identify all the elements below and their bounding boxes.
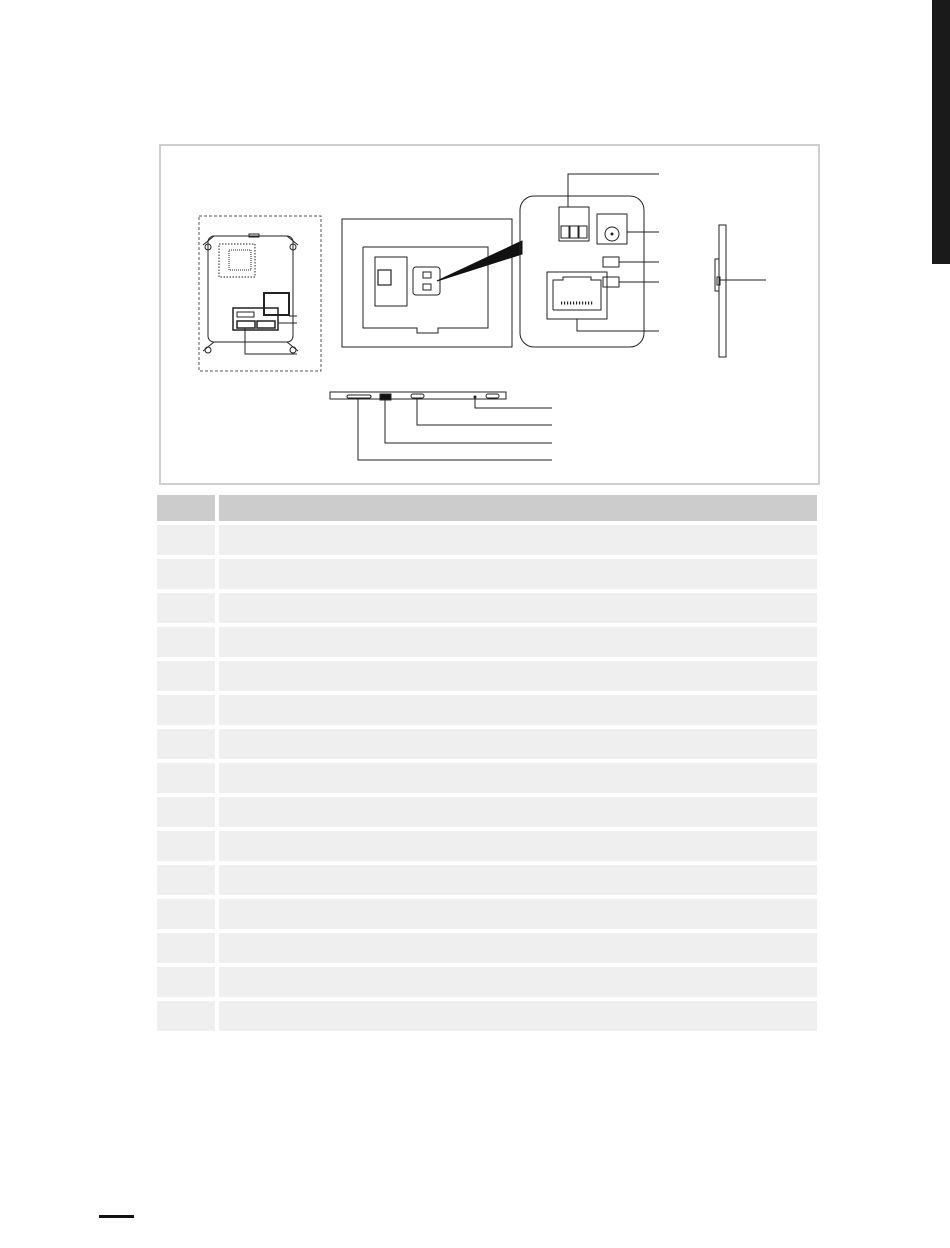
- header-number-cell: [157, 495, 219, 521]
- table-row: [157, 933, 817, 963]
- row-description-cell: [219, 559, 817, 589]
- table-row: [157, 661, 817, 691]
- table-row: [157, 593, 817, 623]
- device-diagram-svg: [161, 146, 822, 487]
- footer-rule: [99, 1215, 134, 1218]
- row-description-cell: [219, 1001, 817, 1031]
- row-number-cell: [157, 559, 219, 589]
- row-description-cell: [219, 593, 817, 623]
- chapter-edge-tab: [932, 0, 950, 264]
- table-row: [157, 967, 817, 997]
- row-number-cell: [157, 729, 219, 759]
- header-description-cell: [219, 495, 817, 521]
- table-row: [157, 525, 817, 555]
- row-number-cell: [157, 661, 219, 691]
- row-number-cell: [157, 967, 219, 997]
- row-description-cell: [219, 525, 817, 555]
- row-number-cell: [157, 831, 219, 861]
- row-number-cell: [157, 899, 219, 929]
- row-description-cell: [219, 967, 817, 997]
- module-back-view: [199, 216, 321, 371]
- table-row: [157, 695, 817, 725]
- connector-detail-view: [520, 174, 659, 347]
- panel-back-view: [342, 219, 522, 347]
- row-description-cell: [219, 865, 817, 895]
- row-description-cell: [219, 831, 817, 861]
- row-number-cell: [157, 593, 219, 623]
- row-number-cell: [157, 763, 219, 793]
- table-row: [157, 627, 817, 657]
- row-number-cell: [157, 525, 219, 555]
- row-number-cell: [157, 865, 219, 895]
- row-description-cell: [219, 661, 817, 691]
- row-description-cell: [219, 797, 817, 827]
- row-number-cell: [157, 933, 219, 963]
- legend-table: [157, 491, 817, 1035]
- table-row: [157, 831, 817, 861]
- row-number-cell: [157, 627, 219, 657]
- table-row: [157, 559, 817, 589]
- table-row: [157, 763, 817, 793]
- row-description-cell: [219, 899, 817, 929]
- table-row: [157, 899, 817, 929]
- row-description-cell: [219, 763, 817, 793]
- table-row: [157, 729, 817, 759]
- device-diagram: [159, 144, 820, 485]
- row-description-cell: [219, 627, 817, 657]
- table-row: [157, 865, 817, 895]
- row-description-cell: [219, 933, 817, 963]
- row-number-cell: [157, 1001, 219, 1031]
- table-header-row: [157, 495, 817, 521]
- row-description-cell: [219, 695, 817, 725]
- table-row: [157, 1001, 817, 1031]
- side-profile-view: [715, 225, 766, 357]
- row-number-cell: [157, 797, 219, 827]
- bottom-edge-view: [330, 392, 552, 460]
- table-row: [157, 797, 817, 827]
- row-description-cell: [219, 729, 817, 759]
- row-number-cell: [157, 695, 219, 725]
